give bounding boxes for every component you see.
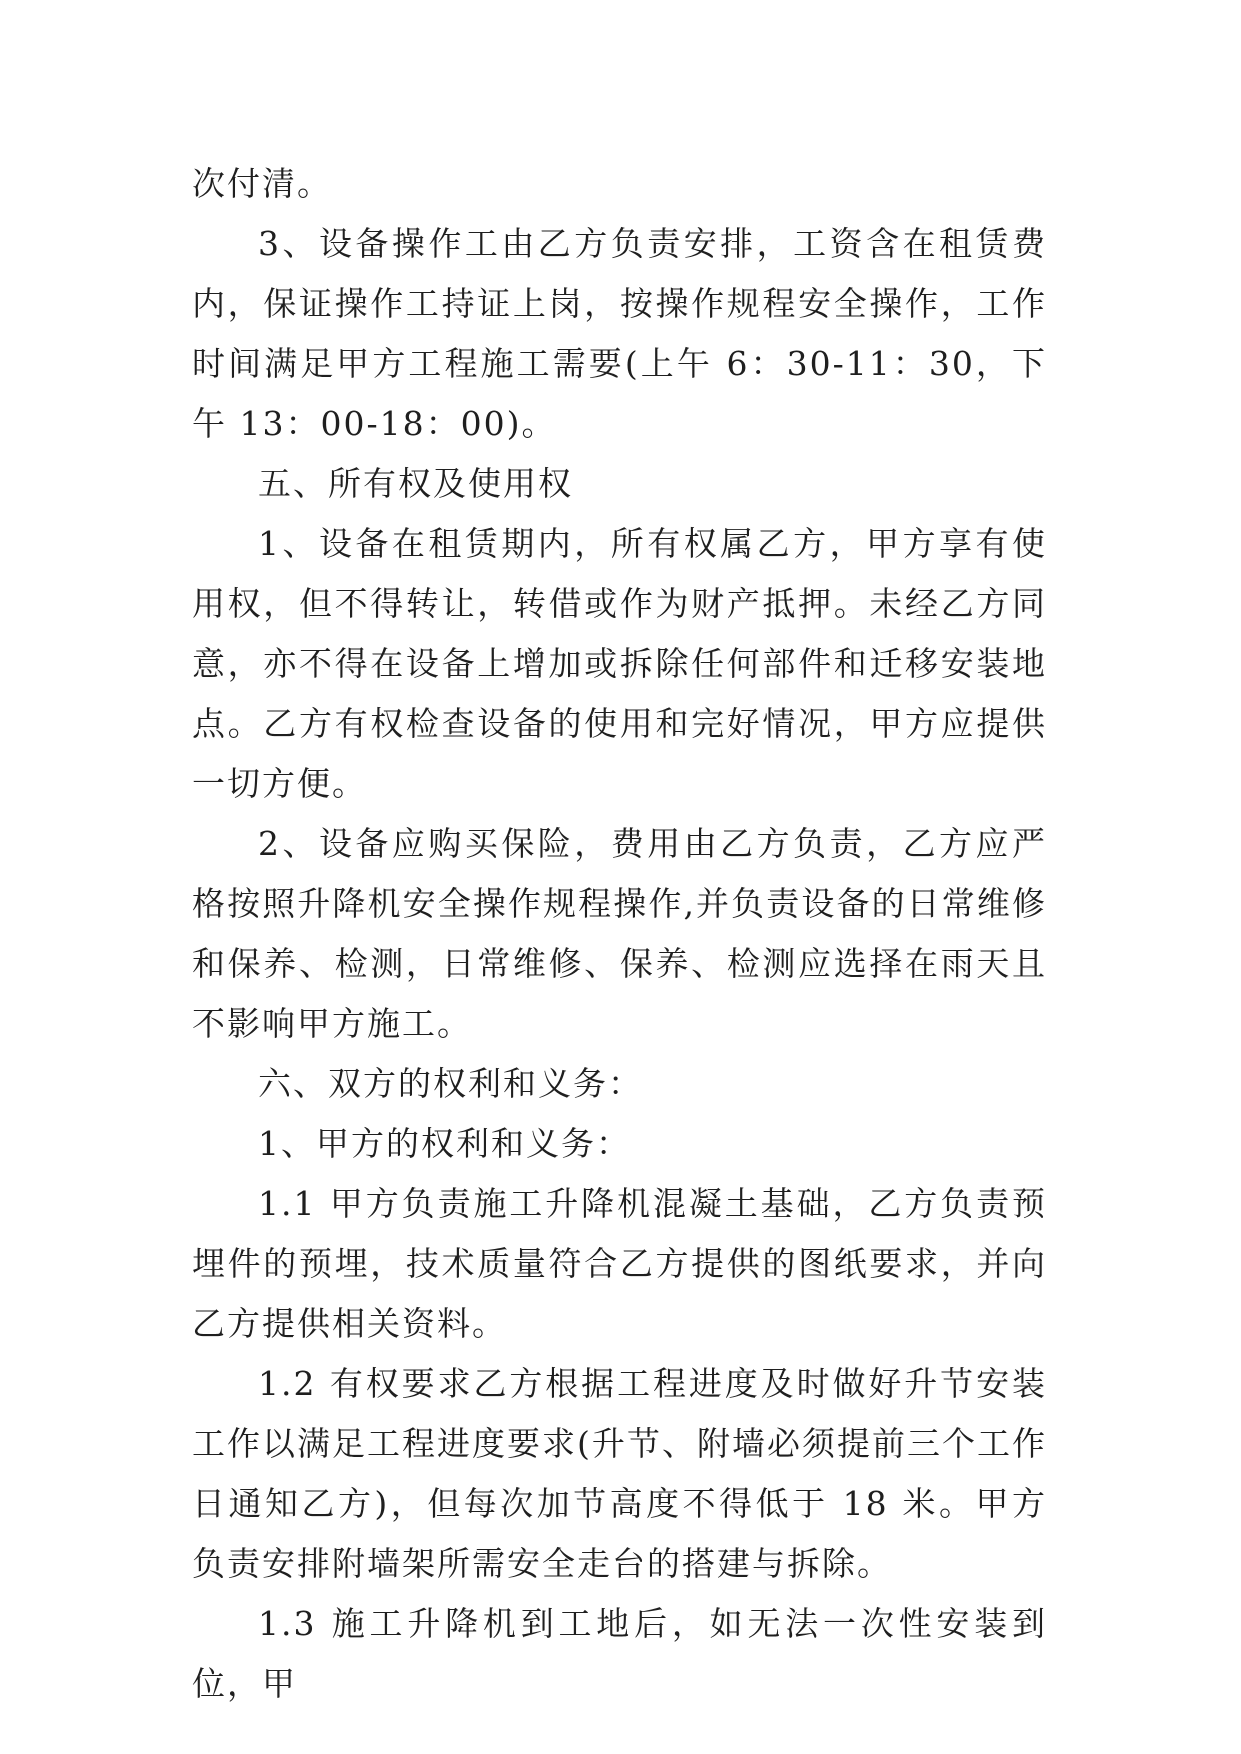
section-heading-rights-obligations: 六、双方的权利和义务：	[258, 1064, 643, 1103]
clause-1-1: 1.1 甲方负责施工升降机混凝土基础，乙方负责预埋件的预埋，技术质量符合乙方提供的图纸要求，并向乙方提供相关资料。	[192, 1184, 1047, 1343]
paragraph-insurance-maintenance: 2、设备应购买保险，费用由乙方负责，乙方应严格按照升降机安全操作规程操作,并负责设备的日常维修和保养、检测，日常维修、保养、检测应选择在雨天且不影响甲方施工。	[192, 824, 1047, 1043]
document-body	[192, 154, 1047, 1714]
paragraph-operator-arrangement: 3、设备操作工由乙方负责安排，工资含在租赁费内，保证操作工持证上岗，按操作规程安全操作，工作时间满足甲方工程施工需要(上午 6：30-11：30，下午 13：00-18：00)。	[192, 224, 1047, 443]
paragraph-ownership-rights: 1、设备在租赁期内，所有权属乙方，甲方享有使用权，但不得转让，转借或作为财产抵押。未经乙方同意，亦不得在设备上增加或拆除任何部件和迁移安装地点。乙方有权检查设备的使用和完好情况，甲方应提供一切方便。	[192, 524, 1047, 803]
paragraph-payment-continued: 次付清。	[192, 164, 332, 203]
clause-1-2: 1.2 有权要求乙方根据工程进度及时做好升节安装工作以满足工程进度要求(升节、附墙必须提前三个工作日通知乙方)，但每次加节高度不得低于 18 米。甲方负责安排附墙架所需安全走台的搭建与拆除。	[192, 1364, 1047, 1583]
clause-1-3: 1.3 施工升降机到工地后，如无法一次性安装到位，甲	[192, 1604, 1047, 1703]
section-heading-ownership: 五、所有权及使用权	[258, 464, 573, 503]
subheading-party-a-rights: 1、甲方的权利和义务：	[258, 1124, 631, 1163]
